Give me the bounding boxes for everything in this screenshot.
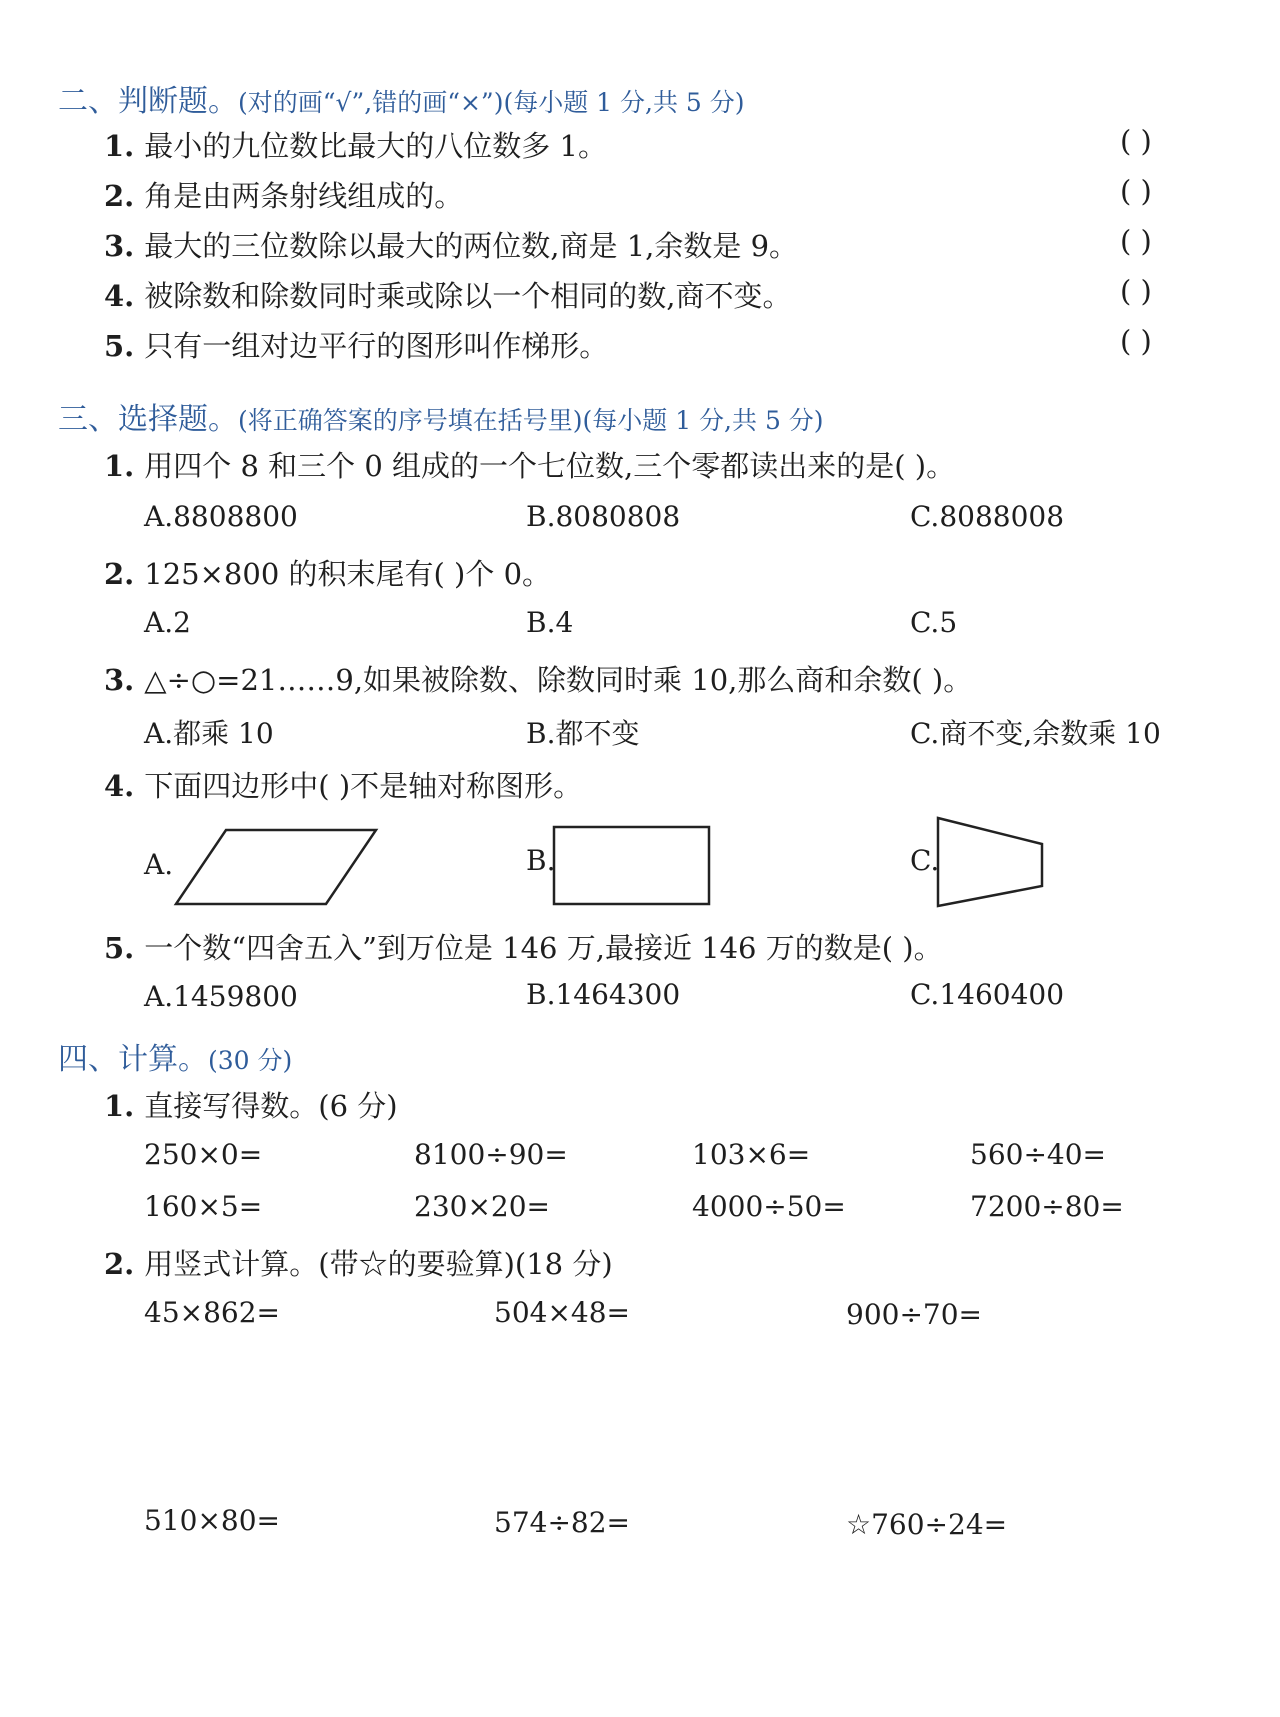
option-b: B.1464300 [526,978,681,1011]
section-2-note: (对的画“√”,错的画“×”)(每小题 1 分,共 5 分) [238,88,745,117]
section-3-title: 三、选择题。 [58,402,238,437]
option-c: C.商不变,余数乘 10 [910,717,1161,750]
item-text: 用竖式计算。(带☆的要验算)(18 分) [144,1247,613,1281]
vertical-calc: 510×80= [144,1504,280,1537]
vertical-calc: 574÷82= [494,1506,630,1539]
item-text: 最大的三位数除以最大的两位数,商是 1,余数是 9。 [144,229,799,263]
option-a: A.1459800 [144,980,298,1013]
parallelogram-shape [176,830,376,904]
item-number: 2. [104,557,135,591]
option-a: A.都乘 10 [144,717,274,750]
choice-item-5 [104,926,943,967]
option-c: C.8088008 [910,500,1065,533]
item-text: 被除数和除数同时乘或除以一个相同的数,商不变。 [144,279,792,313]
section-2-title: 二、判断题。 [58,84,238,119]
section-4-heading [58,1034,292,1078]
option-c: C.1460400 [910,978,1065,1011]
item-number: 1. [104,449,135,483]
item-text: 直接写得数。(6 分) [144,1089,398,1123]
option-a: A.8808800 [144,500,298,533]
option-b: B.4 [526,606,574,639]
item-text: 125×800 的积末尾有( )个 0。 [144,557,552,591]
vertical-calc: 45×862= [144,1296,280,1329]
item-text: 一个数“四舍五入”到万位是 146 万,最接近 146 万的数是( )。 [144,931,943,965]
mental-calc: 160×5= [144,1190,263,1223]
mental-calc: 230×20= [414,1190,550,1223]
calc-sub-1 [104,1084,398,1125]
section-3-note: (将正确答案的序号填在括号里)(每小题 1 分,共 5 分) [238,406,824,435]
mental-calc: 103×6= [692,1138,811,1171]
option-b: B.8080808 [526,500,681,533]
answer-paren[interactable]: ( ) [1120,174,1152,208]
answer-paren[interactable]: ( ) [1120,224,1152,258]
mental-calc: 8100÷90= [414,1138,568,1171]
item-number: 2. [104,1247,135,1281]
item-number: 1. [104,129,135,163]
item-text: 最小的九位数比最大的八位数多 1。 [144,129,607,163]
mental-calc: 4000÷50= [692,1190,846,1223]
item-text: 用四个 8 和三个 0 组成的一个七位数,三个零都读出来的是( )。 [144,449,956,483]
mental-calc: 7200÷80= [970,1190,1124,1223]
mental-calc: 250×0= [144,1138,263,1171]
option-c: C.5 [910,606,958,639]
section-4-title: 四、计算。 [58,1042,208,1077]
option-a: A. [144,848,174,881]
section-4-note: (30 分) [208,1046,293,1075]
item-number: 4. [104,769,135,803]
option-b: B.都不变 [526,717,640,750]
rectangle-shape [554,827,709,904]
calc-sub-2 [104,1242,613,1283]
item-number: 5. [104,931,135,965]
option-a: A.2 [144,606,191,639]
item-text: 下面四边形中( )不是轴对称图形。 [144,769,583,803]
option-b: B. [526,844,556,877]
item-number: 4. [104,279,135,313]
item-number: 3. [104,663,135,697]
answer-paren[interactable]: ( ) [1120,274,1152,308]
item-text: △÷○=21……9,如果被除数、除数同时乘 10,那么商和余数( )。 [144,663,973,697]
vertical-calc: 504×48= [494,1296,630,1329]
item-number: 2. [104,179,135,213]
item-number: 3. [104,229,135,263]
option-c: C. [910,844,940,877]
item-number: 1. [104,1089,135,1123]
answer-paren[interactable]: ( ) [1120,124,1152,158]
trapezoid-shape [938,818,1042,906]
item-number: 5. [104,329,135,363]
vertical-calc: ☆760÷24= [846,1508,1008,1541]
answer-paren[interactable]: ( ) [1120,324,1152,358]
item-text: 只有一组对边平行的图形叫作梯形。 [144,329,609,363]
vertical-calc: 900÷70= [846,1298,982,1331]
mental-calc: 560÷40= [970,1138,1106,1171]
item-text: 角是由两条射线组成的。 [144,179,464,213]
